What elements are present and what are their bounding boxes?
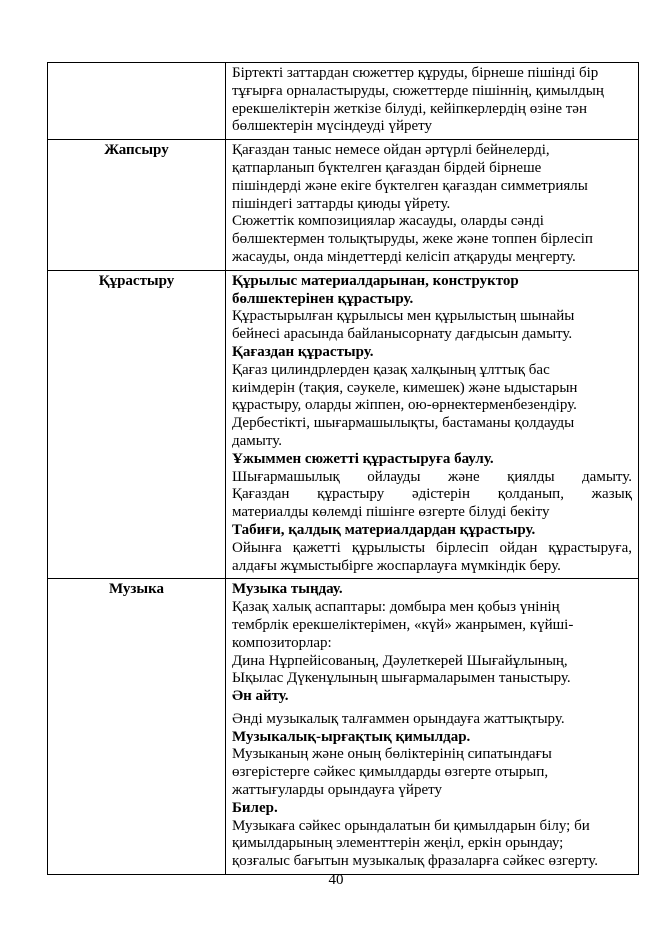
table-row xyxy=(48,63,638,139)
text-line-heading: бөлшектерінен құрастыру. xyxy=(232,290,414,307)
text-line: дамыту. xyxy=(232,432,282,449)
text-line: Музыкаға сәйкес орындалатын би қимылдарын білу; би xyxy=(232,817,590,834)
row-content-cell xyxy=(226,271,638,579)
text-line: Ықылас Дүкенұлының шығармаларымен таныстыру. xyxy=(232,670,571,687)
text-line: Құрастырылған құрылысы мен құрылыстың шынайы xyxy=(232,308,575,325)
text-line-heading: Музыка тыңдау. xyxy=(232,581,343,598)
text-line-heading: Музыкалық-ырғақтық қимылдар. xyxy=(232,728,471,745)
page-number: 40 xyxy=(328,872,344,888)
text-line: материалды көлемді пішінге өзгерте білуді бекіту xyxy=(232,504,550,521)
row-label-cell xyxy=(48,63,226,139)
text-line: Қазақ халық аспаптары: домбыра мен қобыз үнінің xyxy=(232,599,560,616)
text-line-heading: Табиғи, қалдық материалдардан құрастыру. xyxy=(232,521,536,538)
text-line: композиторлар: xyxy=(232,634,332,651)
text-line-heading: Құрылыс материалдарынан, конструктор xyxy=(232,272,519,289)
text-line: пішіндерді және екіге бүктелген қағаздан симметриялы xyxy=(232,177,588,194)
text-line-heading: Қағаздан құрастыру. xyxy=(232,343,374,360)
table-row xyxy=(48,139,638,270)
text-line: құрастыру, оларды жіппен, ою-өрнектерменбезендіру. xyxy=(232,397,577,414)
text-line: киімдерін (тақия, сәукеле, кимешек) және ыдыстарын xyxy=(232,379,578,396)
text-line-heading: Билер. xyxy=(232,799,278,816)
text-line-heading: Ән айту. xyxy=(232,688,289,705)
row-content-cell xyxy=(226,63,638,139)
text-line: Қағаздан таныс немесе ойдан әртүрлі бейнелерді, xyxy=(232,142,550,159)
text-line: жасауды, онда міндеттерді келісіп атқаруды меңгерту. xyxy=(232,248,576,265)
text-line: тембрлік ерекшеліктерімен, «күй» жанрымен, күйші- xyxy=(232,616,574,633)
table-row xyxy=(48,270,638,579)
row-label-cell: Жапсыру xyxy=(48,140,226,270)
text-line: қимылдарының элементтерін жеңіл, еркін орындау; xyxy=(232,835,564,852)
text-line: Дербестікті, шығармашылықты, бастаманы қолдауды xyxy=(232,415,575,432)
text-line: алдағы жұмыстыбірге жоспарлауға мүмкіндік беру. xyxy=(232,557,561,574)
row-content-cell xyxy=(226,140,638,270)
text-line: ерекшеліктерін жеткізе білуді, кейіпкерлердің өзіне тән xyxy=(232,100,587,117)
text-line: Біртекті заттардан сюжеттер құруды, бірнеше пішінді бір xyxy=(232,65,599,81)
text-line: тұғырға орналастыруды, сюжеттерде пішіннің, қимылдың xyxy=(232,82,604,99)
curriculum-table xyxy=(47,62,639,875)
text-line: Сюжеттік композициялар жасауды, оларды сәнді xyxy=(232,213,544,230)
text-line: қозғалыс бағытын музыкалық фразаларға сәйкес өзгерту. xyxy=(232,853,598,870)
text-line: пішіндегі заттарды қиюды үйрету. xyxy=(232,195,451,212)
text-line: жаттығуларды орындауға үйрету xyxy=(232,782,442,799)
text-line: Ойынға қажетті құрылысты бірлесіп ойдан құрастыруға, xyxy=(232,539,632,556)
text-line: Қағаздан құрастыру әдістерін қолданып, жазық xyxy=(232,486,632,503)
row-label-cell: Құрастыру xyxy=(48,271,226,579)
text-line: бөлшектерін мүсіндеуді үйрету xyxy=(232,118,432,135)
text-line: Музыканың және оның бөліктерінің сипатындағы xyxy=(232,746,552,763)
row-content-cell xyxy=(226,579,638,874)
row-label-cell: Музыка xyxy=(48,579,226,874)
text-line: Әнді музыкалық талғаммен орындауға жаттықтыру. xyxy=(232,710,565,727)
table-row xyxy=(48,578,638,874)
text-line: бейнесі арасында байланысорнату дағдысын дамыту. xyxy=(232,326,573,343)
text-line: өзгерістерге сәйкес қимылдарды өзгерте отырып, xyxy=(232,764,549,781)
text-line: қатпарланып бүктелген қағаздан бірдей бірнеше xyxy=(232,159,542,176)
text-line: Дина Нұрпейісованың, Дәулеткерей Шығайұлының, xyxy=(232,652,568,669)
text-line: Қағаз цилиндрлерден қазақ халқының ұлттық бас xyxy=(232,361,550,378)
text-line-heading: Ұжыммен сюжетті құрастыруға баулу. xyxy=(232,450,494,467)
text-line: бөлшектермен толықтыруды, жеке және топпен бірлесіп xyxy=(232,231,593,248)
text-line: Шығармашылық ойлауды және қиялды дамыту. xyxy=(232,468,632,485)
